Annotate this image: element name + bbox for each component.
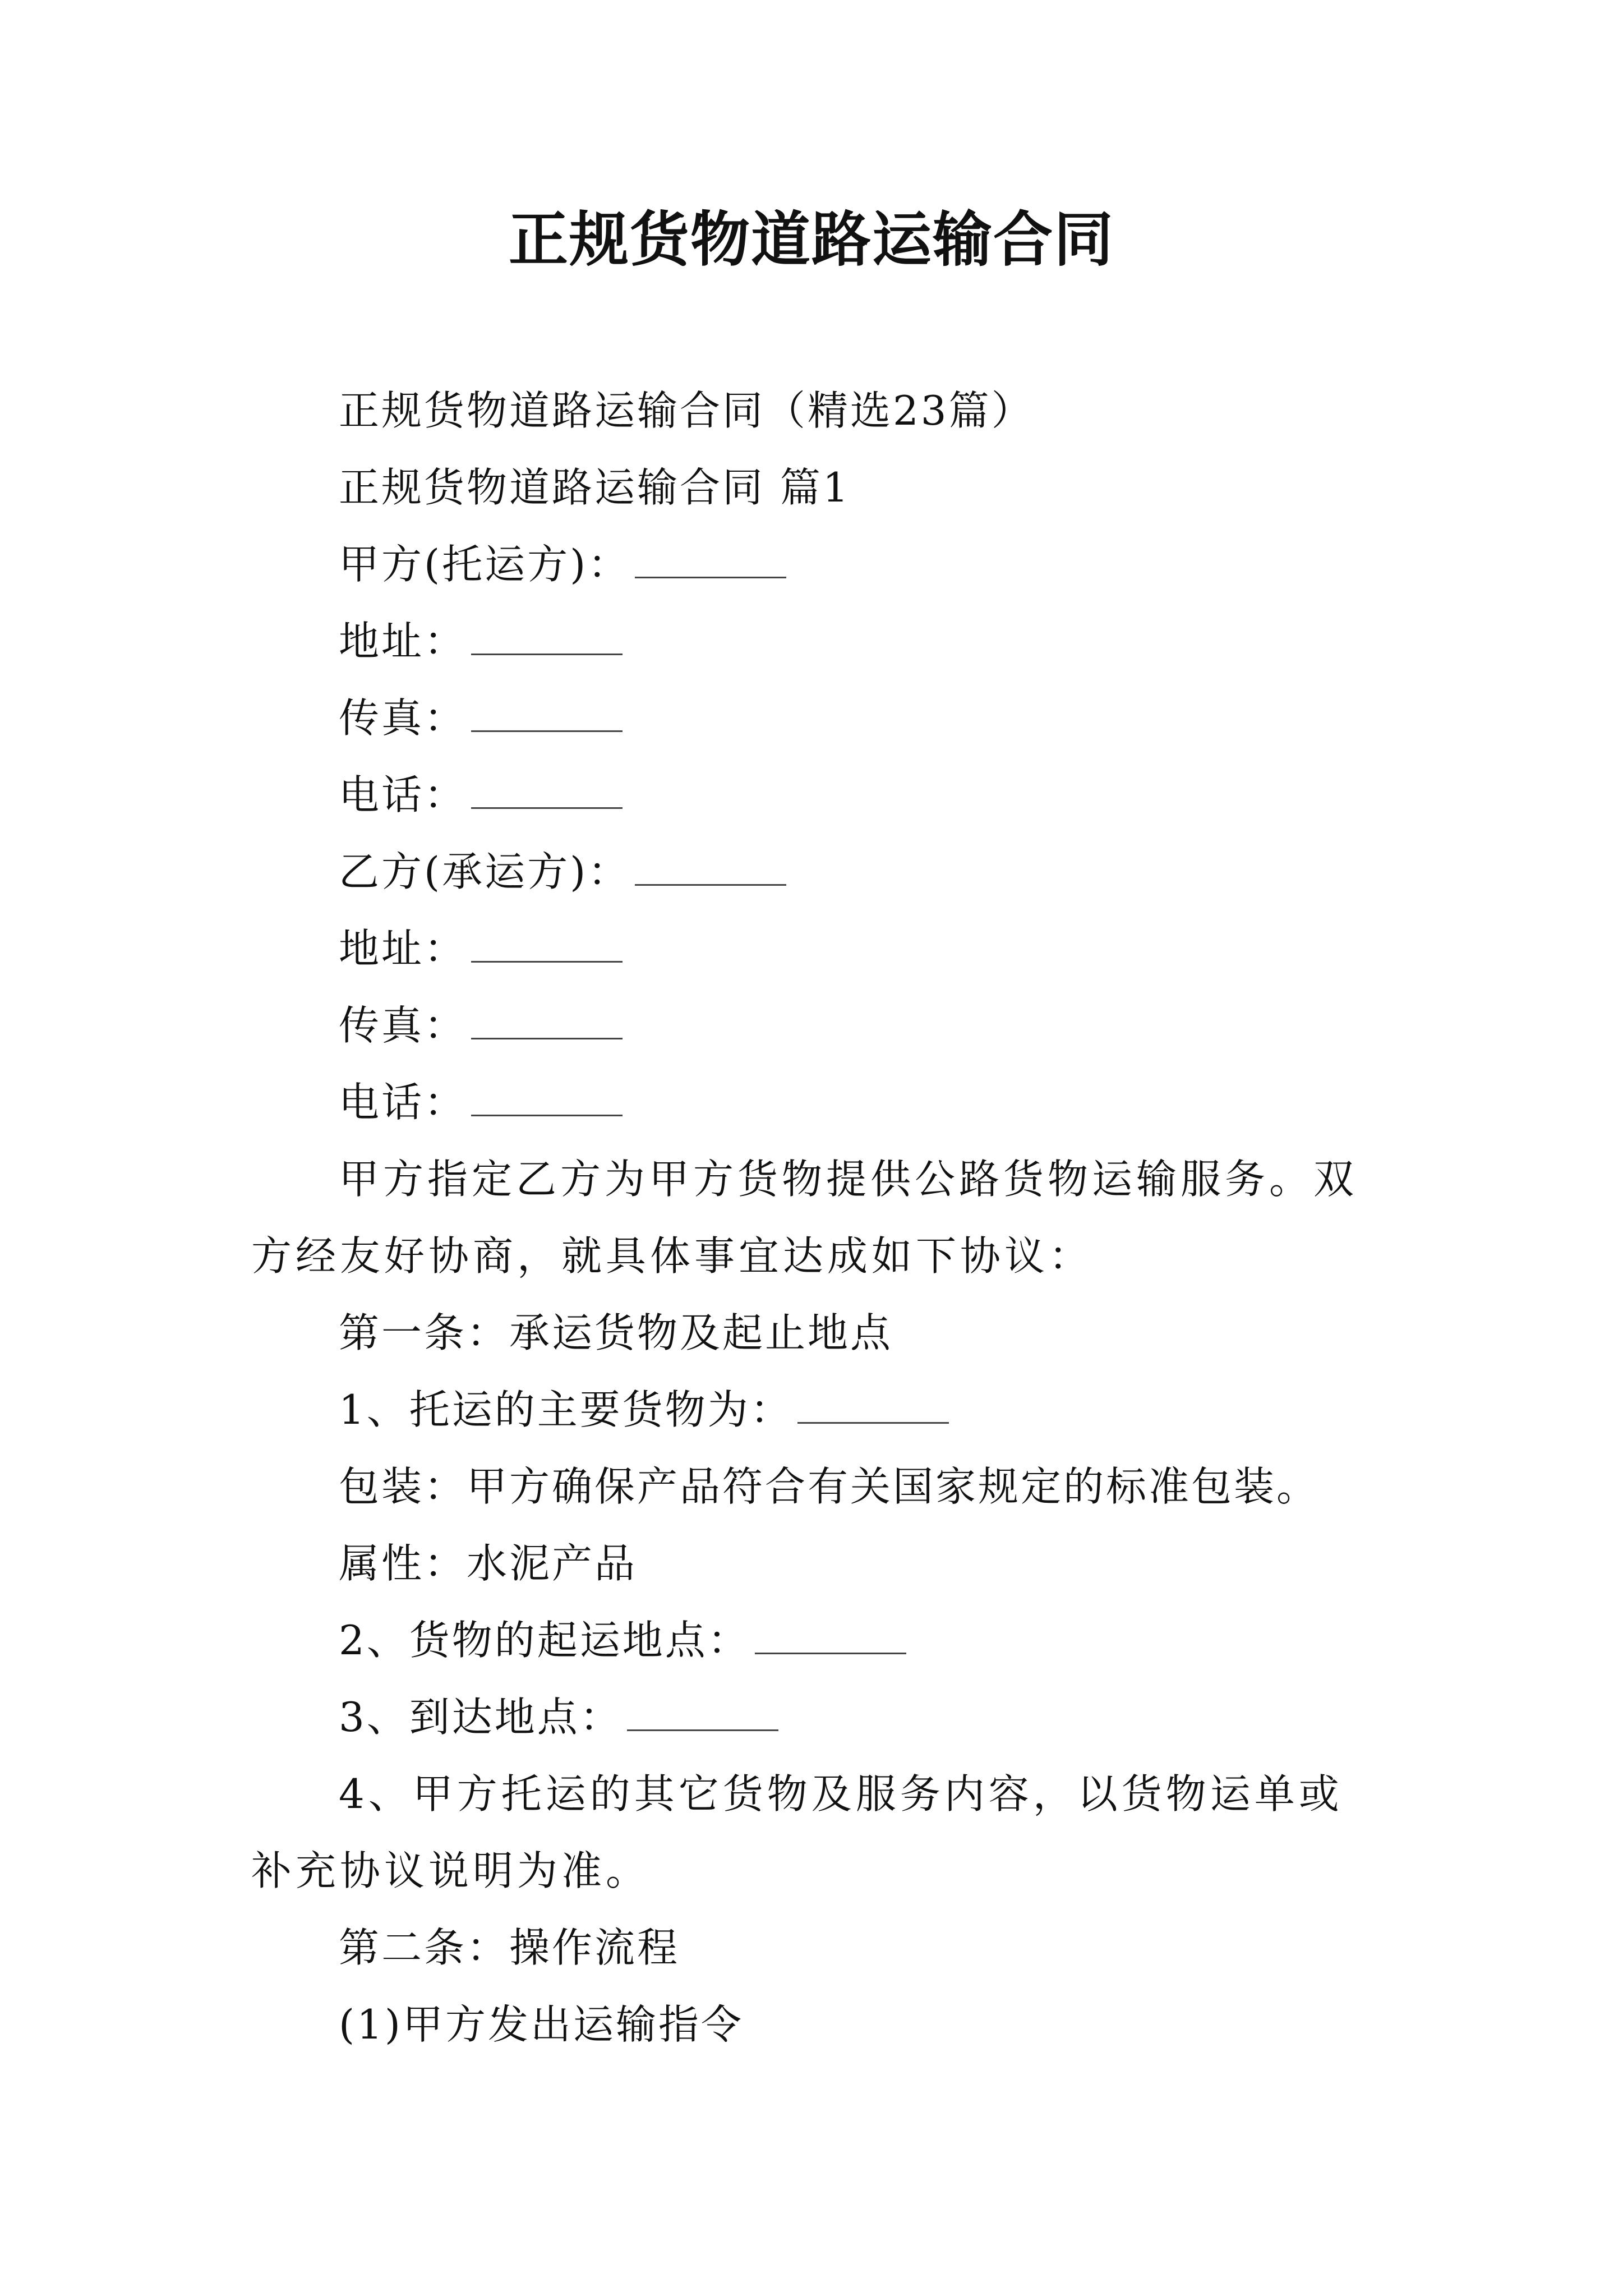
paragraph: 正规货物道路运输合同 篇1 (339, 464, 851, 511)
field-shipper-fax: 传真： (251, 680, 1378, 757)
fill-in-blank[interactable] (471, 1081, 623, 1116)
fill-in-blank[interactable] (797, 1388, 949, 1424)
fill-in-blank[interactable] (635, 543, 786, 578)
fill-in-blank[interactable] (471, 774, 623, 809)
field-carrier-fax: 传真： (251, 987, 1378, 1064)
fill-in-blank[interactable] (755, 1619, 906, 1654)
paragraph: 属性：水泥产品 (339, 1540, 638, 1587)
fill-in-blank[interactable] (471, 1004, 623, 1039)
field-carrier: 乙方(承运方)： (251, 834, 1378, 910)
field-origin: 2、货物的起运地点： (251, 1602, 1378, 1679)
paragraph: (1)甲方发出运输指令 (339, 2001, 744, 2048)
fill-in-blank[interactable] (471, 620, 623, 655)
fill-in-blank[interactable] (471, 927, 623, 963)
fill-in-blank[interactable] (471, 697, 623, 732)
paragraph: 4、甲方托运的其它货物及服务内容，以货物运单或补充协议说明为准。 (251, 1770, 1343, 1894)
field-destination: 3、到达地点： (251, 1679, 1378, 1756)
paragraph: 正规货物道路运输合同（精选23篇） (339, 387, 1034, 434)
field-shipper: 甲方(托运方)： (251, 526, 1378, 603)
fill-in-blank[interactable] (627, 1696, 778, 1731)
field-carrier-address: 地址： (251, 910, 1378, 987)
paragraph: 甲方指定乙方为甲方货物提供公路货物运输服务。双方经友好协商，就具体事宜达成如下协议： (251, 1156, 1358, 1280)
document-title: 正规货物道路运输合同 (509, 204, 1114, 274)
field-carrier-phone: 电话： (251, 1064, 1378, 1141)
section-heading: 第二条：操作流程 (339, 1924, 680, 1971)
paragraph: 包装：甲方确保产品符合有关国家规定的标准包装。 (339, 1463, 1320, 1510)
field-shipper-address: 地址： (251, 603, 1378, 680)
document-body (251, 372, 1378, 2063)
field-main-goods: 1、托运的主要货物为： (251, 1372, 1378, 1448)
field-shipper-phone: 电话： (251, 757, 1378, 834)
fill-in-blank[interactable] (635, 850, 786, 886)
section-heading: 第一条：承运货物及起止地点 (339, 1309, 893, 1356)
